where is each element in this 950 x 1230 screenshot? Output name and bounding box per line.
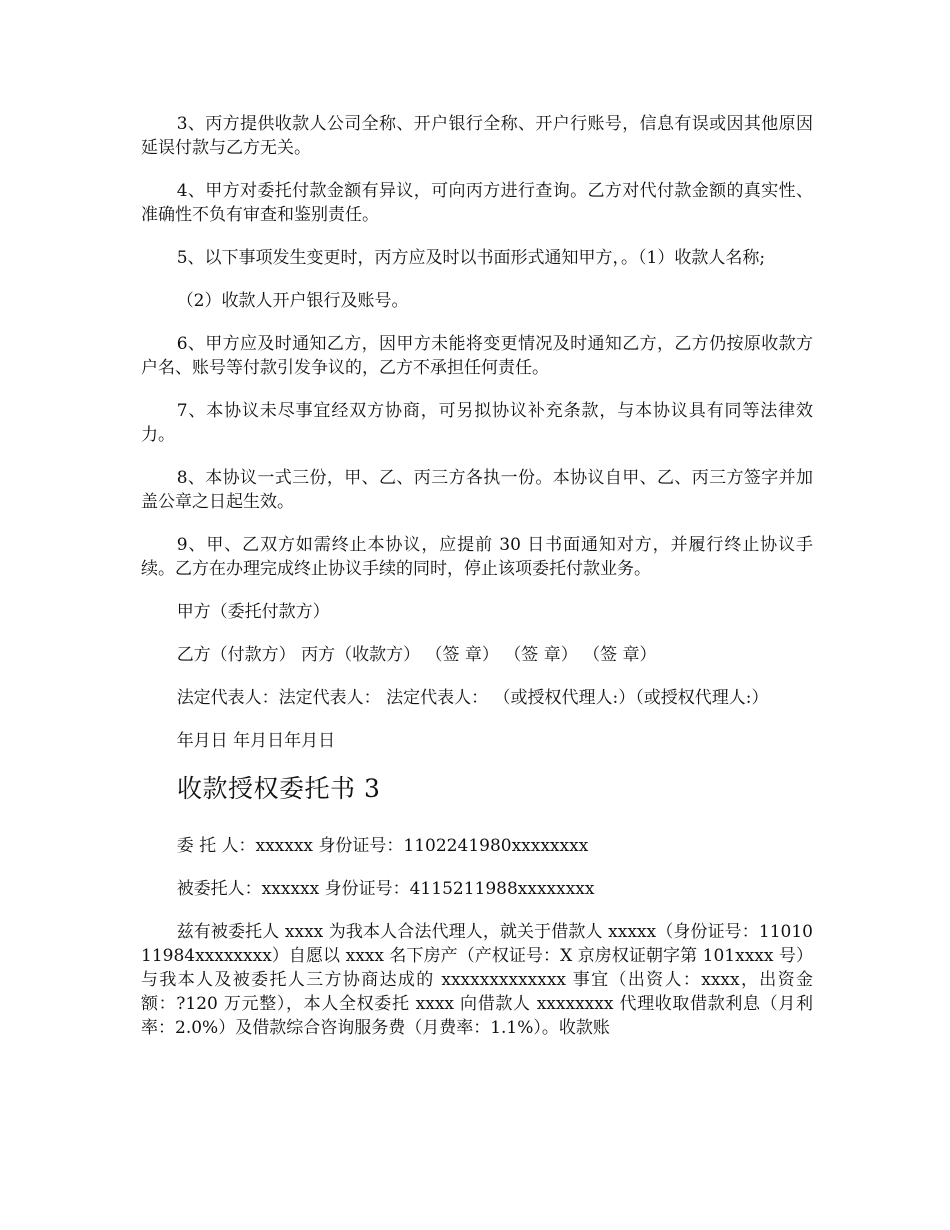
clause-5: 5、以下事项发生变更时，丙方应及时以书面形式通知甲方，。（1）收款人名称; [176, 248, 766, 268]
section-heading: 收款授权委托书 3 [177, 774, 381, 803]
clause-6: 6、甲方应及时通知乙方，因甲方未能将变更情况及时通知乙方，乙方仍按原收款方户名、账号等付款引发争议的，乙方不承担任何责任。 [141, 334, 813, 378]
date-line: 年月日 年月日年月日 [176, 731, 336, 751]
agent-line: 被委托人：xxxxxx 身份证号：4115211988xxxxxxxx [176, 879, 595, 899]
clause-9: 9、甲、乙双方如需终止本协议，应提前 30 日书面通知对方，并履行终止协议手续。乙方在办理完成终止协议手续的同时，停止该项委托付款业务。 [141, 535, 813, 579]
clause-3: 3、丙方提供收款人公司全称、开户银行全称、开户行账号，信息有误或因其他原因延误付款与乙方无关。 [141, 114, 813, 158]
authorization-body: 兹有被委托人 xxxx 为我本人合法代理人，就关于借款人 xxxxx（身份证号：1101011984xxxxxxxx）自愿以 xxxx 名下房产（产权证号：X 京房权证朝字第 101xxxx 号）与我本人及被委托人三方协商达成的 xxxxxxxxxxxxx 事宜（出资人：xxxx，出资金额：?120 万元整），本人全权委托 xxxx 向借款人 xxxxxxxx 代理收取借款利息（月利率：2.0%）及借款综合咨询服务费（月费率：1.1%）。收款账 [141, 922, 813, 1038]
clause-8: 8、本协议一式三份，甲、乙、丙三方各执一份。本协议自甲、乙、丙三方签字并加盖公章之日起生效。 [141, 468, 813, 512]
parties-seal-line: 乙方（付款方） 丙方（收款方） （签 章） （签 章） （签 章） [176, 645, 657, 665]
principal-line: 委 托 人：xxxxxx 身份证号：1102241980xxxxxxxx [176, 836, 589, 856]
clause-4: 4、甲方对委托付款金额有异议，可向丙方进行查询。乙方对代付款金额的真实性、准确性不负有审查和鉴别责任。 [141, 181, 813, 225]
party-a-signature-line: 甲方（委托付款方） [176, 602, 330, 622]
legal-representative-line: 法定代表人：法定代表人： 法定代表人： （或授权代理人:）（或授权代理人:） [176, 688, 769, 708]
document-body [141, 112, 813, 1059]
clause-5-item-2: （2）收款人开户银行及账号。 [176, 291, 409, 311]
clause-7: 7、本协议未尽事宜经双方协商，可另拟协议补充条款，与本协议具有同等法律效力。 [141, 401, 813, 445]
